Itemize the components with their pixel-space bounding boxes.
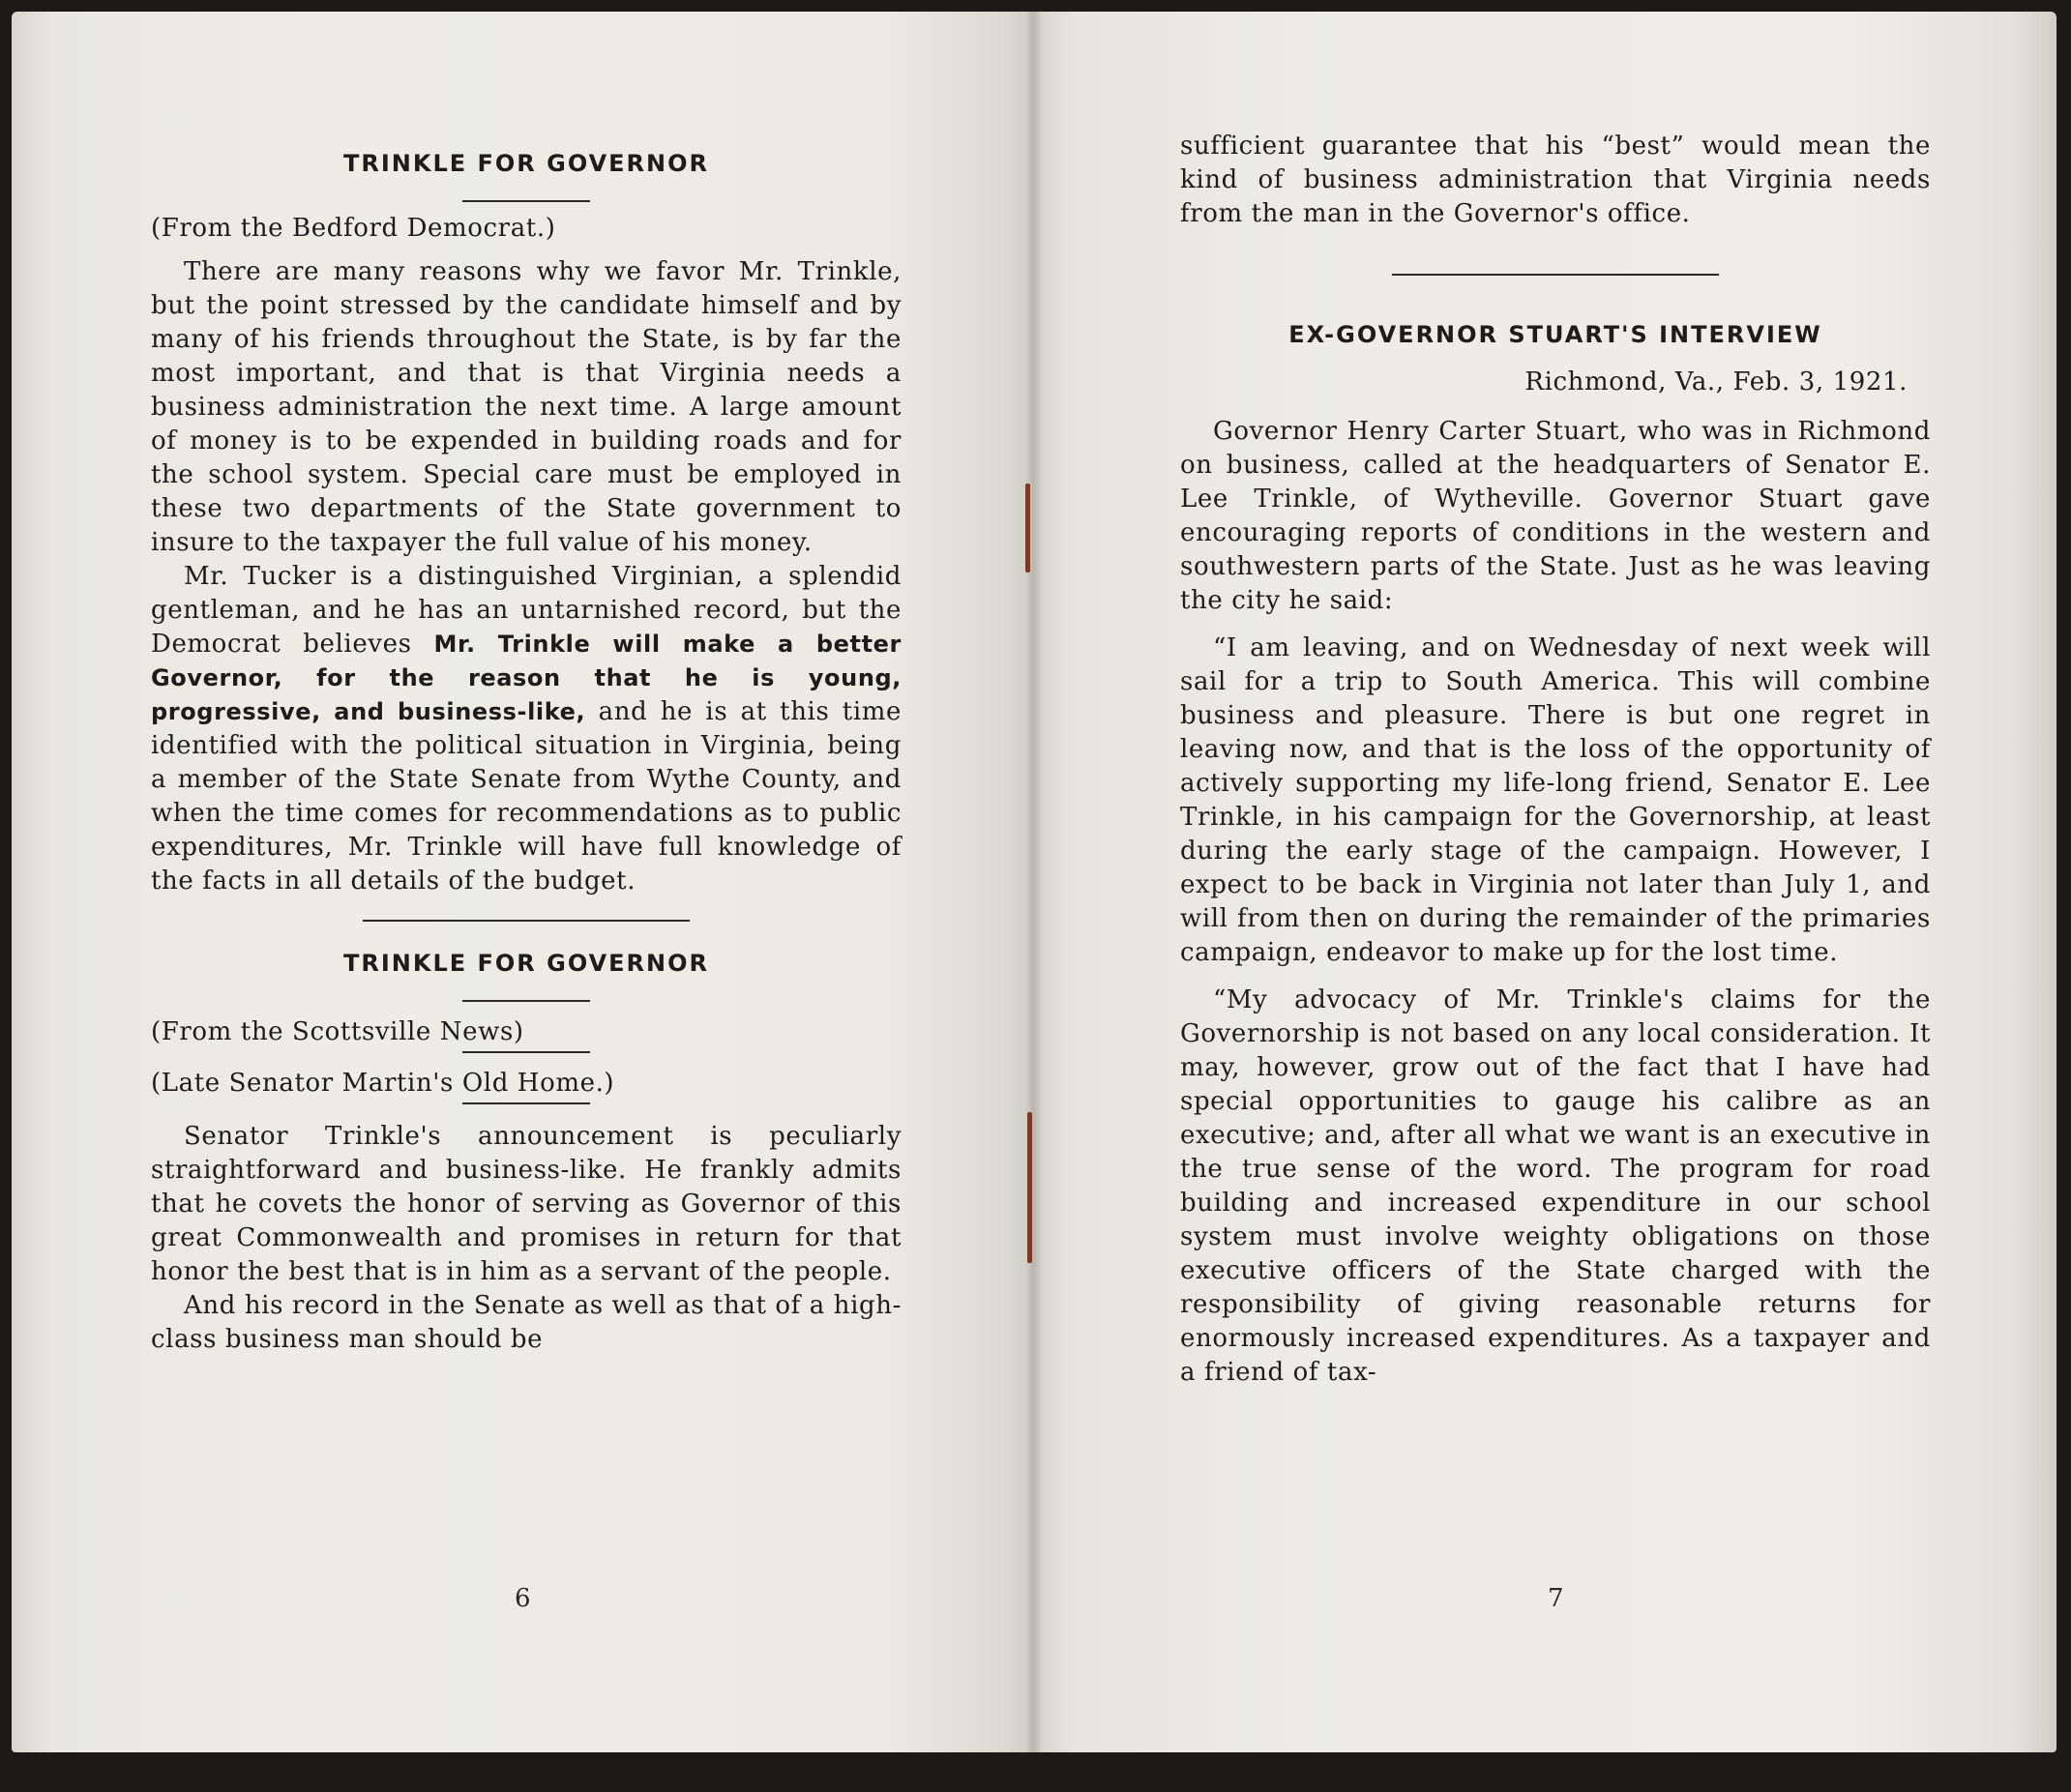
article-heading: EX-GOVERNOR STUART'S INTERVIEW — [1288, 321, 1822, 348]
article-source: (From the Bedford Democrat.) — [151, 214, 556, 243]
page-number: 7 — [1548, 1584, 1564, 1613]
article-heading: TRINKLE FOR GOVERNOR — [342, 150, 709, 177]
paragraph-text: Mr. Tucker is a distinguished Virginian, a splendid gentleman, and he has an untarnished record, but the Democrat believes — [151, 562, 902, 659]
article-paragraph: Governor Henry Carter Stuart, who was in Richmond on business, called at the headquarters of Senator E. Lee Trinkle, of Wytheville. Governor Stuart gave encouraging reports of conditions in the western and southwestern parts of the State. Just as he was leaving the city he said: — [1180, 417, 1931, 615]
divider — [462, 1000, 590, 1002]
article-paragraph: Senator Trinkle's announcement is peculiarly straightforward and business-like. He frankly admits that he covets the honor of serving as Governor of this great Commonwealth and promises in return for that honor the best that is in him as a servant of the people. — [151, 1122, 902, 1286]
paragraph-text: and he is at this time identified with the political situation in Virginia, being a member of the State Senate from Wythe County, and when the time comes for recommendations as to public expenditures, Mr. Trinkle will have full knowledge of the facts in all details of the budget. — [151, 697, 902, 896]
section-divider — [1392, 274, 1719, 276]
spine-shadow — [1025, 12, 1043, 1752]
divider — [462, 1051, 590, 1053]
article-heading: TRINKLE FOR GOVERNOR — [342, 950, 709, 977]
article-paragraph: “I am leaving, and on Wednesday of next week will sail for a trip to South America. This will combine business and pleasure. There is but one regret in leaving now, and that is the loss of the opportunity of actively supporting my life-long friend, Senator E. Lee Trinkle, in his campaign for the Governorship, at least during the early stage of the campaign. However, I expect to be back in Virginia not later than July 1, and will from then on during the remainder of the primaries campaign, endeavor to make up for the lost time. — [1180, 633, 1931, 967]
continued-paragraph: sufficient guarantee that his “best” would mean the kind of business administration that Virginia needs from the man in the Governor's office. — [1180, 132, 1931, 228]
article-paragraph: And his record in the Senate as well as that of a high-class business man should be — [151, 1291, 902, 1354]
article-source-note: (Late Senator Martin's Old Home.) — [151, 1069, 615, 1098]
staple-bottom — [1027, 1112, 1032, 1263]
right-page — [1033, 12, 2056, 1752]
staple-top — [1025, 484, 1030, 573]
divider — [462, 1102, 590, 1104]
article-source: (From the Scottsville News) — [151, 1017, 524, 1046]
article-paragraph: There are many reasons why we favor Mr. Trinkle, but the point stressed by the candidate himself and by many of his friends throughout the State, is by far the most important, and that is that Virginia needs a business administration the next time. A large amount of money is to be expended in building roads and for the school system. Special care must be employed in these two departments of the State government to insure to the taxpayer the full value of his money. — [151, 257, 902, 557]
article-paragraph — [151, 560, 902, 898]
right-column — [1180, 130, 1931, 1390]
left-page — [12, 12, 1033, 1752]
section-divider — [363, 920, 690, 922]
left-column — [151, 135, 902, 1357]
page-number: 6 — [515, 1584, 531, 1613]
article-paragraph: “My advocacy of Mr. Trinkle's claims for the Governorship is not based on any local consideration. It may, however, grow out of the fact that I have had special opportunities to gauge his calibre as an executive; and, after all what we want is an executive in the true sense of the word. The program for road building and increased expenditure in our school system must involve weighty obligations on those executive officers of the State charged with the responsibility of giving reasonable returns for enormously increased expenditures. As a taxpayer and a friend of tax- — [1180, 985, 1931, 1387]
dateline: Richmond, Va., Feb. 3, 1921. — [1524, 367, 1908, 397]
bold-emphasis: Mr. Trinkle will make a better Governor, for the reason that he is young, progressive, and business-like, — [151, 631, 902, 725]
divider — [462, 200, 590, 202]
